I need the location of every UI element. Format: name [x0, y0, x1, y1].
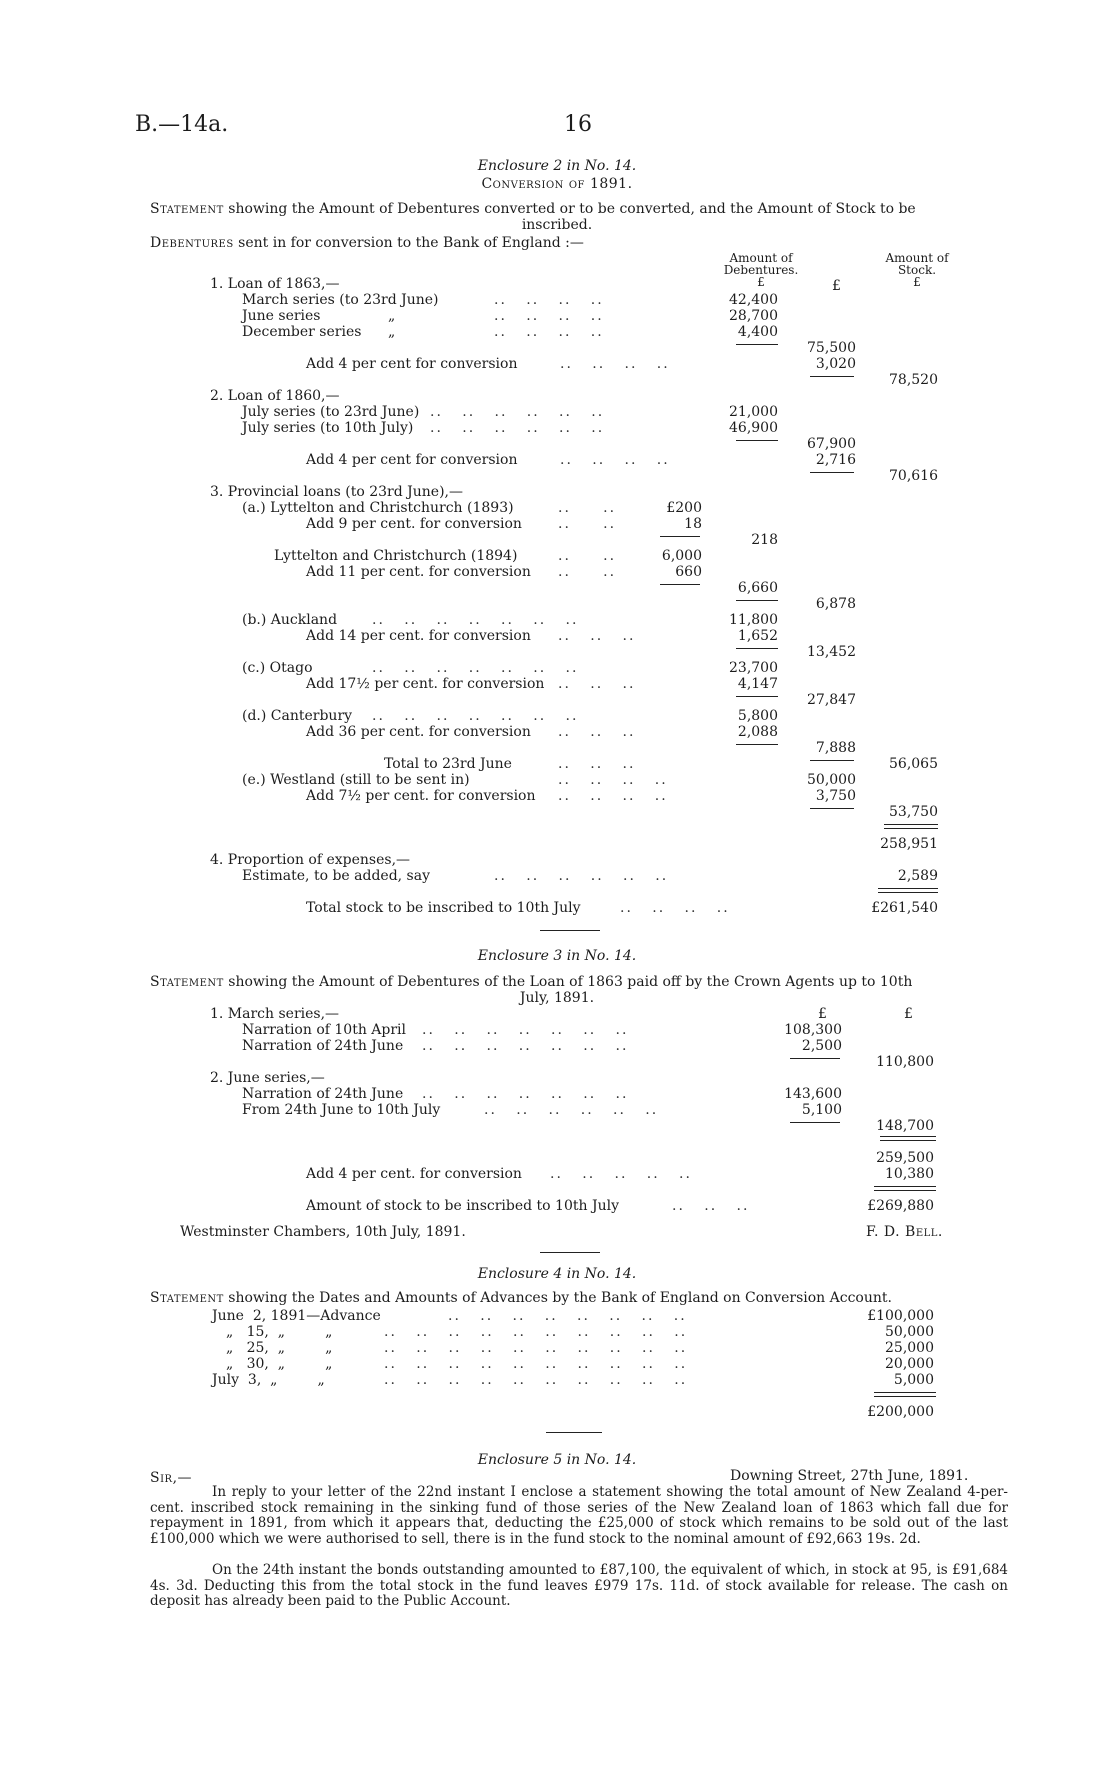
loan-1863-stock: 78,520 [889, 372, 938, 388]
prov-a1-value: £200 [666, 500, 702, 516]
leader-dots: .. .. .. .. .. .. .. .. .. .. [384, 1372, 688, 1388]
prov-a1-add-value: 18 [684, 516, 702, 532]
leader-dots: .. .. [558, 564, 617, 580]
enc3-currency-1: £ [818, 1006, 827, 1022]
loan-1863-subtotal: 75,500 [807, 340, 856, 356]
enclosure-3-title: Enclosure 3 in No. 14. [477, 948, 637, 964]
total-rule [884, 824, 938, 829]
loan-1863-add-value: 3,020 [815, 356, 856, 372]
leader-dots: .. .. [558, 500, 617, 516]
prov-total-23-june-label: Total to 23rd June [384, 756, 512, 772]
subtotal-rule [736, 600, 778, 601]
prov-c-label: (c.) Otago [242, 660, 313, 676]
statement-line-2: July, 1891. [519, 990, 595, 1006]
ditto-mark: „ [388, 324, 396, 340]
leader-dots: .. .. .. .. .. .. .. .. [448, 1308, 687, 1324]
leader-dots: .. .. .. .. [494, 292, 604, 308]
loan-1860-july23-label: July series (to 23rd June) [242, 404, 420, 420]
statement-lead: Statement [150, 1290, 224, 1306]
june-narration-1-label: Narration of 24th June [242, 1086, 404, 1102]
prov-e-label: (e.) Westland (still to be sent in) [242, 772, 470, 788]
section-separator [540, 1252, 600, 1253]
total-rule [880, 1136, 936, 1141]
statement-line-2: inscribed. [521, 217, 593, 233]
total-stock-value: £261,540 [871, 900, 938, 916]
prov-a1-total: 218 [751, 532, 778, 548]
col-header-stock [872, 252, 962, 288]
prov-b-label: (b.) Auckland [242, 612, 338, 628]
prov-a2-value: 6,000 [661, 548, 702, 564]
enc3-sum: 259,500 [876, 1150, 934, 1166]
subtotal-rule [736, 440, 778, 441]
march-series-total: 110,800 [876, 1054, 934, 1070]
loan-1863-march-label: March series (to 23rd June) [242, 292, 439, 308]
loan-1860-july10-value: 46,900 [729, 420, 778, 436]
loan-1860-stock: 70,616 [889, 468, 938, 484]
prov-c-add-value: 4,147 [737, 676, 778, 692]
total-stock-label: Total stock to be inscribed to 10th July [306, 900, 581, 916]
leader-dots: .. .. .. .. .. .. [430, 404, 605, 420]
enc3-total-label: Amount of stock to be inscribed to 10th July [306, 1198, 619, 1214]
leader-dots: .. .. .. .. .. .. [494, 868, 669, 884]
enc3-add-value: 10,380 [885, 1166, 934, 1182]
leader-dots: .. .. [558, 516, 617, 532]
leader-dots: .. .. .. .. .. [550, 1166, 692, 1182]
prov-e-total: 53,750 [889, 804, 938, 820]
leader-dots: .. .. .. .. .. .. .. [372, 612, 579, 628]
leader-dots: .. .. .. .. .. .. .. .. .. .. [384, 1356, 688, 1372]
provincial-loans-title: 3. Provincial loans (to 23rd June),— [210, 484, 463, 500]
march-series-title: 1. March series,— [210, 1006, 340, 1022]
expenses-estimate-value: 2,589 [897, 868, 938, 884]
prov-e-add-value: 3,750 [815, 788, 856, 804]
loan-1860-subtotal: 67,900 [807, 436, 856, 452]
march-narration-1-value: 108,300 [784, 1022, 842, 1038]
leader-dots: .. .. .. .. [494, 324, 604, 340]
advance-row-date: „ 15, „ „ [226, 1324, 333, 1340]
advance-row-amount: £100,000 [867, 1308, 934, 1324]
subtotal-rule [736, 648, 778, 649]
loan-1860-july23-value: 21,000 [729, 404, 778, 420]
statement-text: showing the Amount of Debentures converted or to be converted, and the Amount of Stock to be [223, 201, 916, 217]
leader-dots: .. .. .. .. .. .. .. .. .. .. [384, 1340, 688, 1356]
prov-e-add-label: Add 7½ per cent. for conversion [306, 788, 536, 804]
prov-d-value: 5,800 [737, 708, 778, 724]
june-series-total: 148,700 [876, 1118, 934, 1134]
subtotal-rule [790, 1122, 840, 1123]
advances-total: £200,000 [867, 1404, 934, 1420]
loan-1863-december-value: 4,400 [737, 324, 778, 340]
prov-b-add-value: 1,652 [737, 628, 778, 644]
leader-dots: .. .. .. .. [558, 772, 668, 788]
statement-lead: Statement [150, 201, 224, 217]
debentures-text: sent in for conversion to the Bank of England :— [233, 235, 584, 251]
june-narration-1-value: 143,600 [784, 1086, 842, 1102]
leader-dots: .. .. .. .. [560, 452, 670, 468]
leader-dots: .. .. .. [558, 724, 636, 740]
prov-a2-label: Lyttelton and Christchurch (1894) [274, 548, 518, 564]
subtotal-rule [790, 1058, 840, 1059]
loan-1860-add-value: 2,716 [815, 452, 856, 468]
loan-1860-title: 2. Loan of 1860,— [210, 388, 340, 404]
prov-c-add-label: Add 17½ per cent. for conversion [306, 676, 545, 692]
advance-row-date: „ 25, „ „ [226, 1340, 333, 1356]
advance-row-amount: 20,000 [885, 1356, 934, 1372]
prov-b-total: 13,452 [807, 644, 856, 660]
advance-row-amount: 25,000 [885, 1340, 934, 1356]
prov-d-total: 7,888 [815, 740, 856, 756]
loan-1863-title: 1. Loan of 1863,— [210, 276, 340, 292]
advance-row-date: July 3, „ „ [212, 1372, 325, 1388]
leader-dots: .. .. .. .. .. .. [484, 1102, 659, 1118]
loan-1863-add-label: Add 4 per cent for conversion [306, 356, 518, 372]
loan-1860-add-label: Add 4 per cent for conversion [306, 452, 518, 468]
letter-place-date: Downing Street, 27th June, 1891. [730, 1468, 969, 1484]
expenses-estimate-label: Estimate, to be added, say [242, 868, 431, 884]
statement-text: showing the Dates and Amounts of Advances by the Bank of England on Conversion Account. [223, 1290, 892, 1306]
leader-dots: .. .. .. .. [620, 900, 730, 916]
subtotal-rule [736, 696, 778, 697]
enclosure-2-statement [150, 201, 1008, 217]
prov-e-value: 50,000 [807, 772, 856, 788]
enclosure-4-title: Enclosure 4 in No. 14. [477, 1266, 637, 1282]
statement-lead: Statement [150, 974, 224, 990]
prov-d-add-value: 2,088 [737, 724, 778, 740]
enc3-signature: F. D. Bell. [866, 1224, 943, 1240]
prov-d-add-label: Add 36 per cent. for conversion [306, 724, 531, 740]
prov-a2-total: 6,660 [737, 580, 778, 596]
statement-text: showing the Amount of Debentures of the Loan of 1863 paid off by the Crown Agents up to 10th [223, 974, 913, 990]
col-header-debentures-line2: Debentures. [723, 263, 799, 277]
enclosure-2-title: Enclosure 2 in No. 14. [477, 158, 637, 174]
subtotal-rule [810, 376, 854, 377]
leader-dots: .. .. [558, 548, 617, 564]
prov-c-total: 27,847 [807, 692, 856, 708]
prov-a1-add-label: Add 9 per cent. for conversion [306, 516, 522, 532]
leader-dots: .. .. .. .. [560, 356, 670, 372]
enc3-place-date: Westminster Chambers, 10th July, 1891. [180, 1224, 466, 1240]
total-rule [878, 888, 938, 893]
prov-a2-add-value: 660 [675, 564, 702, 580]
june-narration-2-label: From 24th June to 10th July [242, 1102, 441, 1118]
prov-c-value: 23,700 [729, 660, 778, 676]
subtotal-rule [660, 536, 700, 537]
leader-dots: .. .. .. .. .. .. .. [422, 1086, 629, 1102]
subtotal-rule [736, 744, 778, 745]
leader-dots: .. .. .. .. [494, 308, 604, 324]
col-header-stock-line2: Stock. [897, 263, 937, 277]
leader-dots: .. .. .. .. [558, 788, 668, 804]
loan-1863-june-label: June series [242, 308, 321, 324]
leader-dots: .. .. .. [558, 676, 636, 692]
june-series-title: 2. June series,— [210, 1070, 325, 1086]
debentures-lead: Debentures [150, 235, 234, 251]
loan-1860-july10-label: July series (to 10th July) [242, 420, 414, 436]
prov-a1-label: (a.) Lyttelton and Christchurch (1893) [242, 500, 514, 516]
enclosure-4-statement [150, 1290, 892, 1306]
col-header-debentures-currency: £ [757, 275, 765, 289]
leader-dots: .. .. .. .. .. .. .. [422, 1038, 629, 1054]
document-reference: B.—14a. [135, 112, 229, 137]
prov-grand-total: 258,951 [880, 836, 938, 852]
leader-dots: .. .. .. .. .. .. .. [372, 708, 579, 724]
advance-row-date: June 2, 1891—Advance [212, 1308, 381, 1324]
enc3-currency-2: £ [904, 1006, 913, 1022]
loan-1863-march-value: 42,400 [729, 292, 778, 308]
col-header-debentures [716, 252, 806, 288]
page-number: 16 [564, 112, 592, 137]
leader-dots: .. .. .. [558, 756, 636, 772]
leader-dots: .. .. .. .. .. .. .. [372, 660, 579, 676]
prov-b-value: 11,800 [729, 612, 778, 628]
advance-row-amount: 5,000 [893, 1372, 934, 1388]
march-narration-2-label: Narration of 24th June [242, 1038, 404, 1054]
march-narration-2-value: 2,500 [801, 1038, 842, 1054]
loan-1863-june-value: 28,700 [729, 308, 778, 324]
subtotal-rule [736, 344, 778, 345]
col-header-mid-currency: £ [832, 278, 841, 294]
col-header-stock-currency: £ [913, 275, 921, 289]
letter-paragraph-1: In reply to your letter of the 22nd instant I enclose a statement showing the total amount of New Zealand 4-per-cent. inscribed stock remaining in the sinking fund of those series of the New Zealand loan of 1863 which fall due for repayment in 1891, from which it appears that, deducting the £25,000 of stock which remains to be sold out of the last £100,000 which we were authorised to sell, there is in the fund stock to the nominal amount of £92,663 19s. 2d. [150, 1484, 1008, 1547]
enclosure-2-subtitle: Conversion of 1891. [481, 176, 633, 192]
prov-a-total: 6,878 [815, 596, 856, 612]
subtotal-rule [810, 760, 854, 761]
june-narration-2-value: 5,100 [801, 1102, 842, 1118]
leader-dots: .. .. .. [672, 1198, 750, 1214]
advance-row-amount: 50,000 [885, 1324, 934, 1340]
leader-dots: .. .. .. .. .. .. .. [422, 1022, 629, 1038]
enc3-add-label: Add 4 per cent. for conversion [306, 1166, 522, 1182]
enc3-total-value: £269,880 [867, 1198, 934, 1214]
subtotal-rule [810, 808, 854, 809]
debentures-intro [150, 235, 584, 251]
total-rule [874, 1186, 936, 1191]
enclosure-3-statement [150, 974, 1008, 990]
leader-dots: .. .. .. [558, 628, 636, 644]
ditto-mark: „ [388, 308, 396, 324]
advance-row-date: „ 30, „ „ [226, 1356, 333, 1372]
enclosure-5-title: Enclosure 5 in No. 14. [477, 1452, 637, 1468]
prov-b-add-label: Add 14 per cent. for conversion [306, 628, 531, 644]
expenses-title: 4. Proportion of expenses,— [210, 852, 411, 868]
leader-dots: .. .. .. .. .. .. [430, 420, 605, 436]
letter-paragraph-2: On the 24th instant the bonds outstanding amounted to £87,100, the equivalent of which, in stock at 95, is £91,684 4s. 3d. Deducting this from the total stock in the fund leaves £979 17s. 11d. of stock available for release. The cash on deposit has already been paid to the Public Account. [150, 1562, 1008, 1609]
prov-d-label: (d.) Canterbury [242, 708, 353, 724]
subtotal-rule [660, 584, 700, 585]
col-header-debentures-line1: Amount of [729, 251, 793, 265]
prov-total-23-june-value: 56,065 [889, 756, 938, 772]
march-narration-1-label: Narration of 10th April [242, 1022, 407, 1038]
subtotal-rule [810, 472, 854, 473]
total-rule [874, 1392, 936, 1397]
section-separator [540, 930, 600, 931]
section-separator [546, 1432, 602, 1433]
col-header-stock-line1: Amount of [885, 251, 949, 265]
loan-1863-december-label: December series [242, 324, 362, 340]
prov-a2-add-label: Add 11 per cent. for conversion [306, 564, 531, 580]
letter-salutation: Sir,— [150, 1470, 193, 1486]
leader-dots: .. .. .. .. .. .. .. .. .. .. [384, 1324, 688, 1340]
